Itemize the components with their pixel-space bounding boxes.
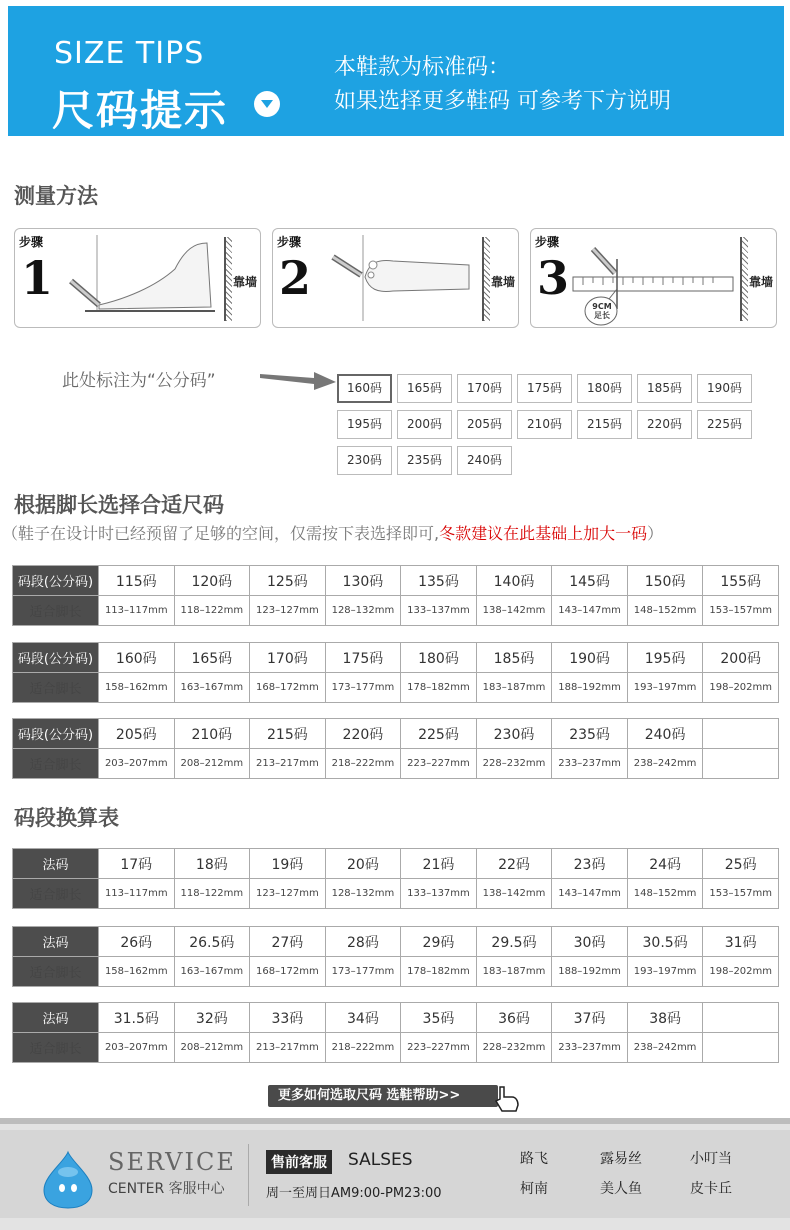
table-cell: 233–237mm [552, 749, 628, 779]
banner-note-line2: 如果选择更多鞋码 可参考下方说明 [334, 89, 671, 114]
chevron-down-icon [254, 91, 280, 117]
table-cell: 31.5码 [99, 1003, 175, 1033]
size-option[interactable]: 180码 [577, 374, 632, 403]
table-cell: 140码 [476, 566, 552, 596]
table-cell: 173–177mm [325, 673, 401, 703]
measure-title: 测量方法 [14, 184, 98, 208]
table-cell: 168–172mm [250, 673, 326, 703]
table-cell: 225码 [401, 719, 477, 749]
table-cell: 200码 [703, 643, 779, 673]
table-row [13, 1003, 779, 1033]
service-center-label: CENTER 客服中心 [108, 1181, 225, 1197]
table-cell: 17码 [99, 849, 175, 879]
wall-label: 靠墙 [748, 275, 773, 289]
size-option[interactable]: 225码 [697, 410, 752, 439]
table-cell: 213–217mm [250, 1033, 326, 1063]
service-hours: 周一至周日AM9:00-PM23:00 [266, 1186, 442, 1201]
table-row [13, 673, 779, 703]
table-row [13, 849, 779, 879]
wall-hatch [740, 237, 748, 321]
banner-note-line1: 本鞋款为标准码： [334, 55, 511, 80]
table-cell: 27码 [250, 927, 326, 957]
table-cell: 36码 [476, 1003, 552, 1033]
table-cell: 178–182mm [401, 957, 477, 987]
table-cell: 215码 [250, 719, 326, 749]
step-label: 步骤 [19, 235, 44, 249]
table-cell: 128–132mm [325, 879, 401, 909]
table-cell: 190码 [552, 643, 628, 673]
cs-agent-link[interactable]: 皮卡丘 [690, 1181, 732, 1197]
table-cell: 28码 [325, 927, 401, 957]
table-cell: 135码 [401, 566, 477, 596]
table-cell: 188–192mm [552, 673, 628, 703]
row-header: 适合脚长 [13, 749, 99, 779]
table-row [13, 879, 779, 909]
row-header: 码段(公分码) [13, 643, 99, 673]
cs-agent-link[interactable]: 小叮当 [690, 1151, 732, 1167]
footer-divider [248, 1144, 249, 1206]
size-option[interactable]: 190码 [697, 374, 752, 403]
table-cell: 138–142mm [476, 879, 552, 909]
row-header: 码段(公分码) [13, 566, 99, 596]
size-help-button[interactable]: 更多如何选取尺码 选鞋帮助>> [268, 1085, 498, 1107]
table-cell: 205码 [99, 719, 175, 749]
table-cell: 23码 [552, 849, 628, 879]
length-badge [591, 302, 613, 320]
note-red: 冬款建议在此基础上加大一码 [439, 524, 648, 543]
wall-hatch [224, 237, 232, 321]
table-cell: 20码 [325, 849, 401, 879]
size-option[interactable]: 200码 [397, 410, 452, 439]
table-cell: 133–137mm [401, 596, 477, 626]
row-header: 适合脚长 [13, 1033, 99, 1063]
table-cell: 203–207mm [99, 1033, 175, 1063]
table-cell: 138–142mm [476, 596, 552, 626]
table-cell: 113–117mm [99, 879, 175, 909]
table-cell: 19码 [250, 849, 326, 879]
note-gray: （鞋子在设计时已经预留了足够的空间，仅需按下表选择即可, [2, 524, 440, 543]
table-cell: 145码 [552, 566, 628, 596]
table-cell: 115码 [99, 566, 175, 596]
size-option[interactable]: 170码 [457, 374, 512, 403]
badge-line2: 足长 [594, 311, 610, 320]
table-cell: 185码 [476, 643, 552, 673]
table-cell: 18码 [174, 849, 250, 879]
table-cell: 238–242mm [627, 749, 703, 779]
arrow-right-icon [258, 364, 338, 394]
table-cell: 208–212mm [174, 1033, 250, 1063]
table-cell: 175码 [325, 643, 401, 673]
table-cell: 30.5码 [627, 927, 703, 957]
table-cell: 21码 [401, 849, 477, 879]
table-cell: 235码 [552, 719, 628, 749]
table-cell: 25码 [703, 849, 779, 879]
table-cell: 24码 [627, 849, 703, 879]
step-3-card [530, 228, 777, 328]
table-cell: 150码 [627, 566, 703, 596]
table-cell: 148–152mm [627, 879, 703, 909]
size-option[interactable]: 195码 [337, 410, 392, 439]
table-cell: 125码 [250, 566, 326, 596]
size-option[interactable]: 205码 [457, 410, 512, 439]
size-table [12, 1002, 779, 1063]
step-number: 1 [21, 251, 54, 305]
presale-label: 售前客服 [266, 1150, 332, 1174]
table-row [13, 749, 779, 779]
wall-label: 靠墙 [490, 275, 515, 289]
convert-title: 码段换算表 [14, 806, 119, 830]
wall-hatch [482, 237, 490, 321]
table-cell: 208–212mm [174, 749, 250, 779]
step-label: 步骤 [277, 235, 302, 249]
table-cell: 148–152mm [627, 596, 703, 626]
table-cell: 133–137mm [401, 879, 477, 909]
table-cell: 26码 [99, 927, 175, 957]
size-option[interactable]: 240码 [457, 446, 512, 475]
row-header: 适合脚长 [13, 879, 99, 909]
table-row [13, 719, 779, 749]
table-cell: 228–232mm [476, 1033, 552, 1063]
banner-title-cn: 尺码提示 [52, 86, 229, 135]
table-cell: 173–177mm [325, 957, 401, 987]
table-cell: 178–182mm [401, 673, 477, 703]
table-cell: 130码 [325, 566, 401, 596]
service-footer [0, 1118, 790, 1230]
table-cell: 183–187mm [476, 673, 552, 703]
table-cell: 223–227mm [401, 1033, 477, 1063]
table-cell: 158–162mm [99, 673, 175, 703]
footer-panel [0, 1130, 790, 1218]
service-title: SERVICE [108, 1148, 236, 1176]
row-header: 适合脚长 [13, 957, 99, 987]
table-cell: 183–187mm [476, 957, 552, 987]
size-tips-banner [8, 6, 784, 136]
table-cell: 38码 [627, 1003, 703, 1033]
table-cell: 29码 [401, 927, 477, 957]
service-mascot-icon [38, 1150, 98, 1210]
note-gray-close: ） [647, 524, 664, 543]
table-cell [703, 719, 779, 749]
table-cell: 34码 [325, 1003, 401, 1033]
size-table [12, 718, 779, 779]
table-cell: 153–157mm [703, 596, 779, 626]
row-header: 法码 [13, 927, 99, 957]
table-row [13, 566, 779, 596]
cs-agent-link[interactable]: 路飞 [520, 1151, 548, 1167]
size-option[interactable]: 160码 [337, 374, 392, 403]
row-header: 适合脚长 [13, 596, 99, 626]
table-cell: 228–232mm [476, 749, 552, 779]
table-cell: 223–227mm [401, 749, 477, 779]
table-cell: 195码 [627, 643, 703, 673]
table-cell: 33码 [250, 1003, 326, 1033]
table-cell: 180码 [401, 643, 477, 673]
table-cell: 240码 [627, 719, 703, 749]
table-cell: 123–127mm [250, 879, 326, 909]
cs-agent-link[interactable]: 露易丝 [600, 1151, 642, 1167]
size-option[interactable]: 215码 [577, 410, 632, 439]
size-option[interactable]: 210码 [517, 410, 572, 439]
size-hint: 此处标注为“公分码” [62, 371, 216, 391]
table-cell: 165码 [174, 643, 250, 673]
size-table [12, 848, 779, 909]
size-table [12, 926, 779, 987]
table-cell: 203–207mm [99, 749, 175, 779]
table-cell: 163–167mm [174, 957, 250, 987]
badge-line1: 9CM [592, 302, 612, 311]
row-header: 码段(公分码) [13, 719, 99, 749]
table-cell: 30码 [552, 927, 628, 957]
wall-label: 靠墙 [232, 275, 257, 289]
step-label: 步骤 [535, 235, 560, 249]
table-cell: 22码 [476, 849, 552, 879]
table-cell: 210码 [174, 719, 250, 749]
table-cell: 160码 [99, 643, 175, 673]
table-row [13, 643, 779, 673]
size-option[interactable]: 185码 [637, 374, 692, 403]
table-cell: 29.5码 [476, 927, 552, 957]
table-row [13, 1033, 779, 1063]
table-cell: 128–132mm [325, 596, 401, 626]
table-cell: 32码 [174, 1003, 250, 1033]
cs-agent-link[interactable]: 美人鱼 [600, 1181, 642, 1197]
row-header: 法码 [13, 1003, 99, 1033]
step-number: 2 [279, 251, 312, 305]
table-cell: 193–197mm [627, 957, 703, 987]
step-1-card [14, 228, 261, 328]
table-cell: 120码 [174, 566, 250, 596]
cs-agent-link[interactable]: 柯南 [520, 1181, 548, 1197]
table-cell: 193–197mm [627, 673, 703, 703]
table-cell: 143–147mm [552, 879, 628, 909]
table-row [13, 596, 779, 626]
choose-note [2, 521, 663, 544]
choose-title: 根据脚长选择合适尺码 [14, 493, 224, 517]
table-cell: 168–172mm [250, 957, 326, 987]
size-option[interactable]: 235码 [397, 446, 452, 475]
table-cell: 218–222mm [325, 1033, 401, 1063]
table-cell: 118–122mm [174, 879, 250, 909]
step-2-card [272, 228, 519, 328]
table-cell: 170码 [250, 643, 326, 673]
table-cell: 155码 [703, 566, 779, 596]
table-cell: 218–222mm [325, 749, 401, 779]
table-cell: 188–192mm [552, 957, 628, 987]
size-option[interactable]: 220码 [637, 410, 692, 439]
table-row [13, 957, 779, 987]
table-cell: 230码 [476, 719, 552, 749]
step-number: 3 [537, 251, 570, 305]
table-cell: 198–202mm [703, 957, 779, 987]
table-cell: 35码 [401, 1003, 477, 1033]
table-cell: 220码 [325, 719, 401, 749]
table-cell [703, 1033, 779, 1063]
table-cell: 163–167mm [174, 673, 250, 703]
table-cell: 233–237mm [552, 1033, 628, 1063]
row-header: 法码 [13, 849, 99, 879]
table-cell: 238–242mm [627, 1033, 703, 1063]
table-row [13, 927, 779, 957]
size-option[interactable]: 230码 [337, 446, 392, 475]
size-option[interactable]: 165码 [397, 374, 452, 403]
table-cell: 143–147mm [552, 596, 628, 626]
table-cell [703, 1003, 779, 1033]
size-table [12, 642, 779, 703]
salses-label: SALSES [348, 1150, 413, 1170]
table-cell: 153–157mm [703, 879, 779, 909]
table-cell: 37码 [552, 1003, 628, 1033]
table-cell: 118–122mm [174, 596, 250, 626]
size-table [12, 565, 779, 626]
row-header: 适合脚长 [13, 673, 99, 703]
table-cell: 113–117mm [99, 596, 175, 626]
table-cell: 31码 [703, 927, 779, 957]
table-cell: 123–127mm [250, 596, 326, 626]
table-cell: 26.5码 [174, 927, 250, 957]
table-cell [703, 749, 779, 779]
table-cell: 213–217mm [250, 749, 326, 779]
pointer-hand-icon [492, 1083, 522, 1113]
size-option[interactable]: 175码 [517, 374, 572, 403]
table-cell: 198–202mm [703, 673, 779, 703]
banner-title-en: SIZE TIPS [54, 36, 205, 71]
table-cell: 158–162mm [99, 957, 175, 987]
